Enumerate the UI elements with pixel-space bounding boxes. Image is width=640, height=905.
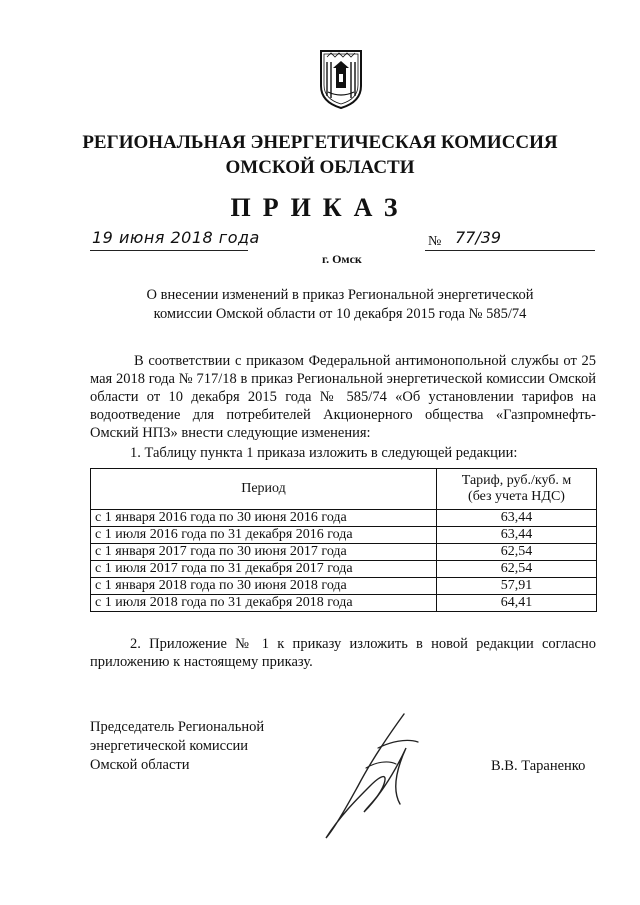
tariff-cell: 57,91: [437, 578, 597, 595]
tariff-cell: 63,44: [437, 527, 597, 544]
signatory-line1: Председатель Региональной: [90, 719, 265, 735]
period-cell: с 1 июля 2016 года по 31 декабря 2016 года: [91, 527, 437, 544]
tariff-table: [90, 468, 597, 612]
period-cell: с 1 июля 2018 года по 31 декабря 2018 года: [91, 595, 437, 612]
order-subject: [120, 286, 560, 324]
tariff-cell: 62,54: [437, 544, 597, 561]
date-underline: [90, 250, 248, 251]
signatory-line3: Омской области: [90, 757, 190, 773]
document-title: ПРИКАЗ: [230, 193, 410, 222]
item-1-text: 1. Таблицу пункта 1 приказа изложить в следующей редакции:: [130, 445, 518, 461]
period-cell: с 1 января 2018 года по 30 июня 2018 года: [91, 578, 437, 595]
item-2-text: 2. Приложение № 1 к приказу изложить в новой редакции согласно приложению к настоящему приказу.: [90, 636, 596, 670]
signer-name: В.В. Тараненко: [491, 758, 586, 774]
header-tariff-line2: (без учета НДС): [468, 489, 565, 504]
handwritten-order-number: 77/39: [455, 228, 502, 247]
table-row: [91, 578, 597, 595]
coat-of-arms-emblem: [318, 48, 364, 110]
number-underline: [425, 250, 595, 251]
order-number-label: №: [428, 234, 442, 249]
header-period: Период: [91, 469, 437, 510]
table-row: [91, 561, 597, 578]
subject-line1: О внесении изменений в приказ Региональной энергетической: [146, 287, 534, 303]
header-tariff: [437, 469, 597, 510]
tariff-cell: 62,54: [437, 561, 597, 578]
period-cell: с 1 января 2016 года по 30 июня 2016 года: [91, 510, 437, 527]
header-tariff-line1: Тариф, руб./куб. м: [461, 473, 572, 488]
preamble-paragraph: В соответствии с приказом Федеральной антимонопольной службы от 25 мая 2018 года № 717/18 в приказ Региональной энергетической комиссии Омской области от 10 декабря 2015 года № 585/74 «Об установлении тарифов на водоотведение для потребителей Акционерного общества «Газпромнефть-Омский НПЗ» внести следующие изменения:: [90, 353, 596, 441]
period-cell: с 1 июля 2017 года по 31 декабря 2017 года: [91, 561, 437, 578]
organization-name-line1: РЕГИОНАЛЬНАЯ ЭНЕРГЕТИЧЕСКАЯ КОМИССИЯ: [82, 132, 558, 153]
handwritten-signature: [318, 708, 428, 843]
subject-line2: комиссии Омской области от 10 декабря 2015 года № 585/74: [153, 306, 527, 322]
table-row: [91, 595, 597, 612]
handwritten-date: 19 июня 2018 года: [92, 228, 260, 247]
organization-name-line2: ОМСКОЙ ОБЛАСТИ: [225, 157, 415, 178]
tariff-cell: 64,41: [437, 595, 597, 612]
tariff-cell: 63,44: [437, 510, 597, 527]
period-cell: с 1 января 2017 года по 30 июня 2017 года: [91, 544, 437, 561]
table-row: [91, 527, 597, 544]
signatory-position: [90, 718, 264, 775]
table-row: [91, 544, 597, 561]
table-header-row: [91, 469, 597, 510]
table-row: [91, 510, 597, 527]
city-label: г. Омск: [322, 252, 362, 266]
signatory-line2: энергетической комиссии: [90, 738, 249, 754]
